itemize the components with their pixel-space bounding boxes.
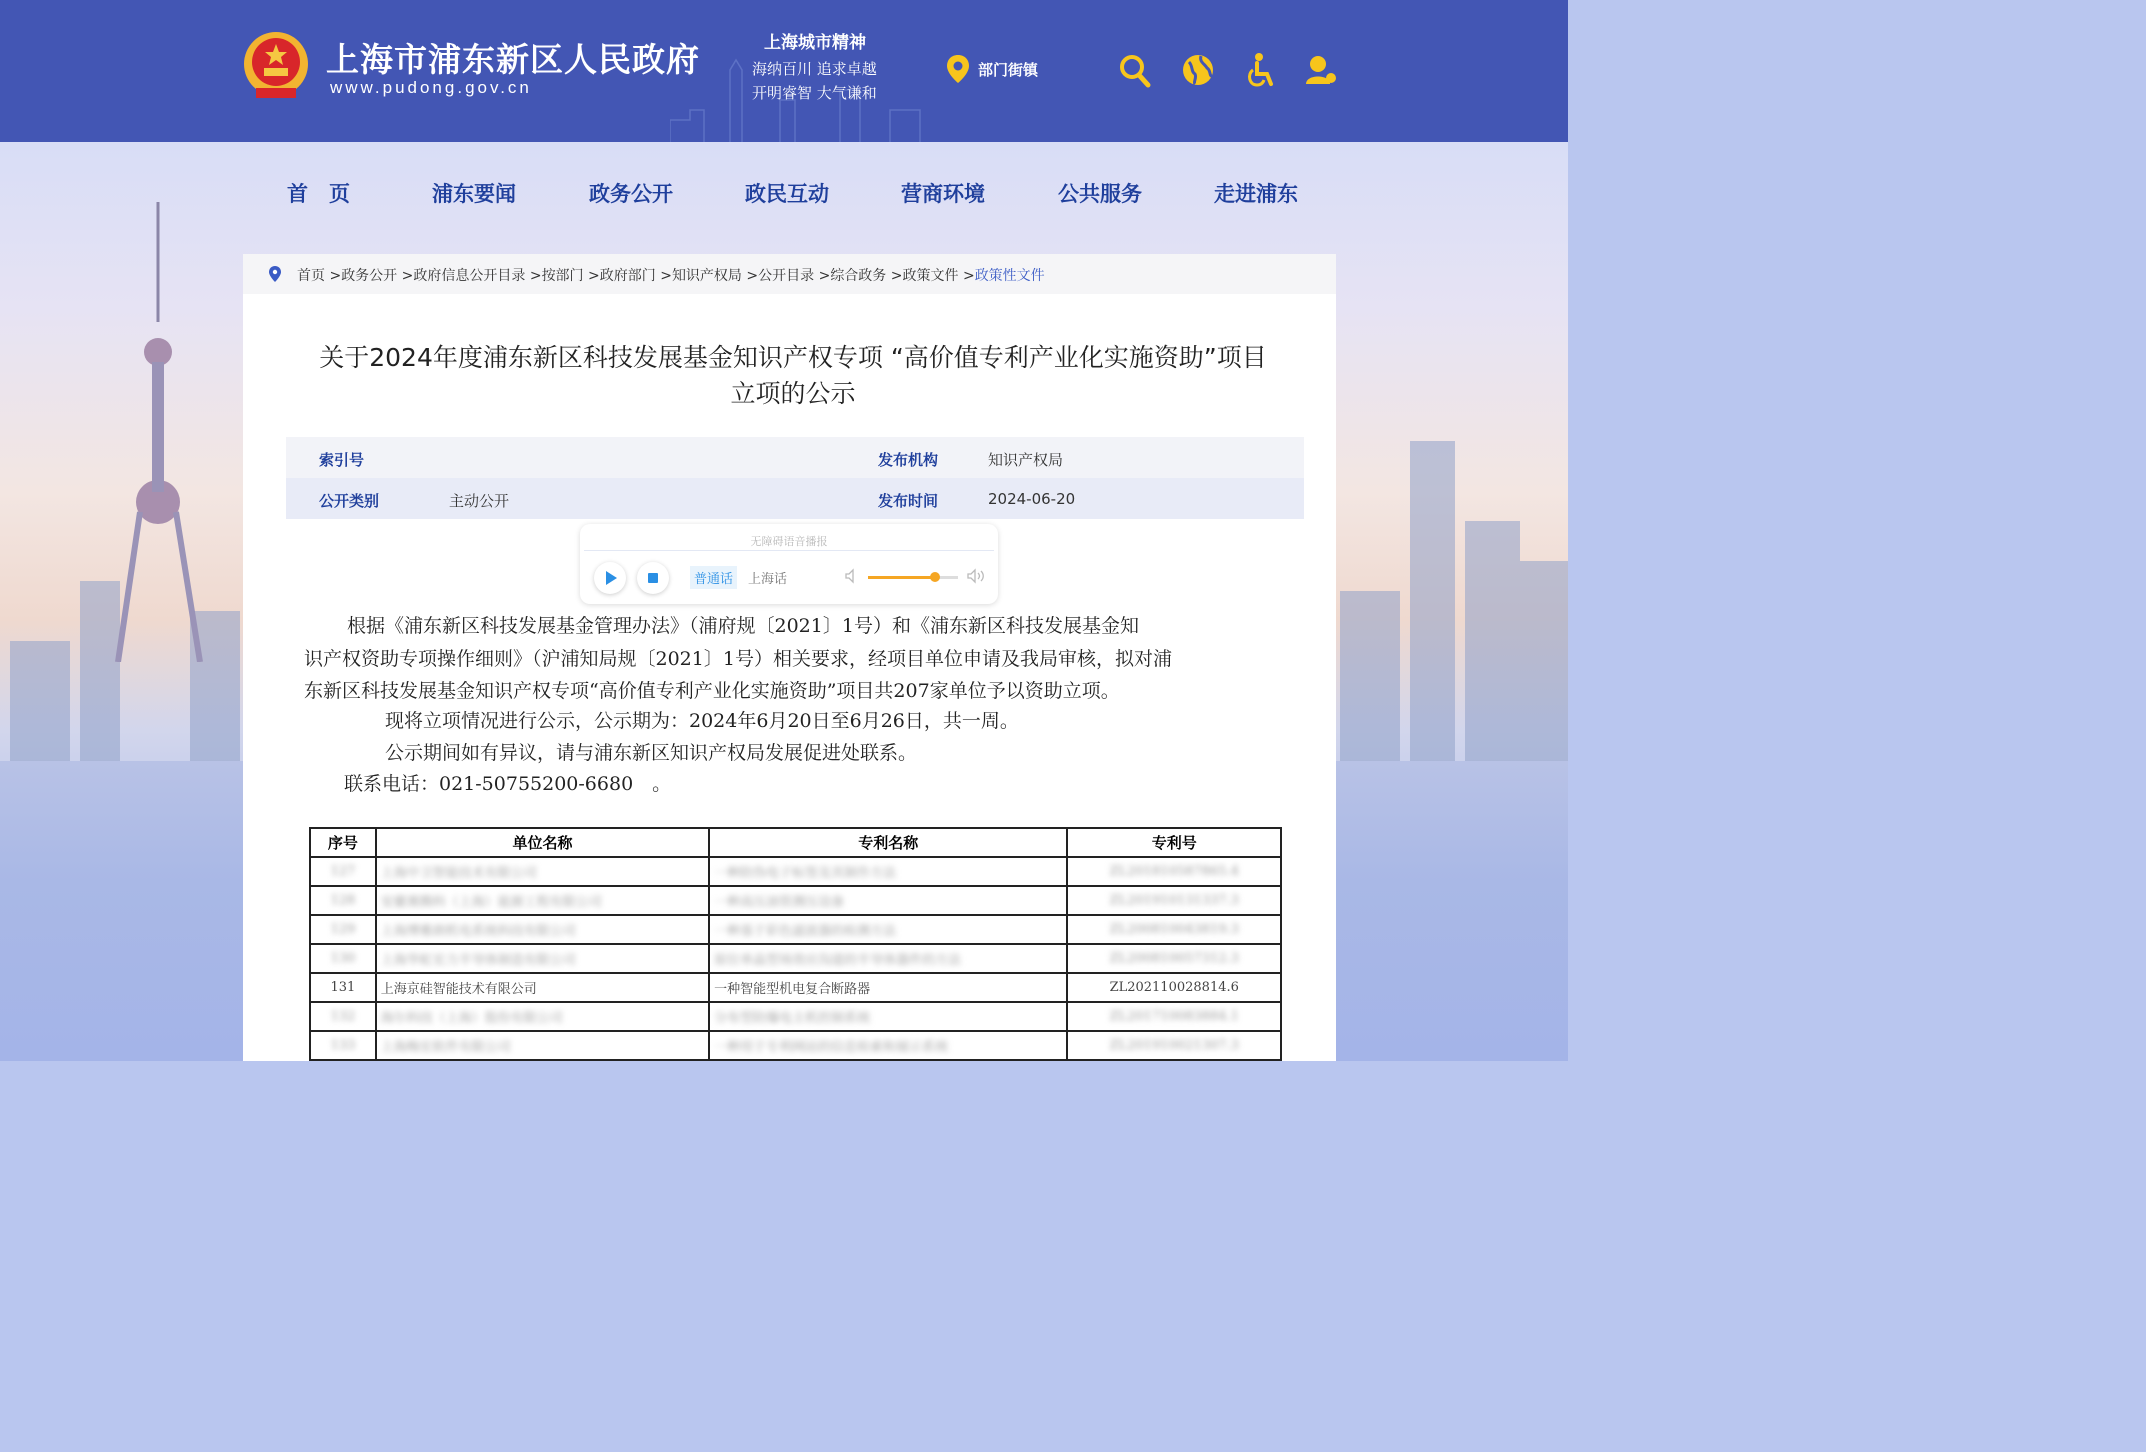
row-number-cell: 133 (310, 1031, 376, 1060)
table-row (310, 886, 1281, 915)
breadcrumb-item[interactable]: 知识产权局 (671, 268, 742, 284)
location-pin-icon (946, 54, 970, 84)
breadcrumb-item[interactable]: 综合政务 (830, 268, 887, 284)
user-icon[interactable] (1304, 52, 1338, 88)
category-label: 公开类别 (319, 492, 380, 510)
location-pin-icon (269, 266, 281, 282)
table-row (310, 1002, 1281, 1031)
category-value: 主动公开 (449, 492, 510, 510)
volume-high-icon[interactable] (966, 568, 986, 584)
patent-name-cell: 一种防伪电子标签及其制作方法 (709, 857, 1067, 886)
article-title-line: 立项的公示 (730, 379, 856, 408)
company-name-cell: 上海华虹宏力半导体制造有限公司 (376, 944, 709, 973)
site-url: www.pudong.gov.cn (330, 78, 532, 97)
audio-player-title: 无障碍语音播报 (750, 535, 828, 548)
column-header: 专利名称 (709, 828, 1067, 857)
row-number-cell: 129 (310, 915, 376, 944)
breadcrumb-item[interactable]: 政府部门 (599, 268, 656, 284)
play-button[interactable] (594, 562, 626, 594)
publish-date-value: 2024-06-20 (988, 490, 1076, 508)
article-title-line: 关于2024年度浦东新区科技发展基金知识产权专项 “高价值专利产业化实施资助”项目 (319, 343, 1267, 372)
patent-name-cell: 一种高压油管测压设备 (709, 886, 1067, 915)
breadcrumb-item[interactable]: 政策文件 (902, 268, 959, 284)
nav-government-affairs[interactable]: 政务公开 (589, 182, 673, 206)
body-paragraph: 根据《浦东新区科技发展基金管理办法》（浦府规〔2021〕1号）和《浦东新区科技发展基金知 (347, 615, 1139, 637)
breadcrumb-current[interactable]: 政策性文件 (974, 268, 1045, 284)
row-number-cell: 131 (310, 973, 376, 1002)
mandarin-toggle[interactable]: 普通话 (690, 566, 737, 589)
table-row (310, 915, 1281, 944)
index-number-label: 索引号 (319, 451, 365, 469)
row-number-cell: 132 (310, 1002, 376, 1031)
city-spirit-line: 海纳百川 追求卓越 (752, 60, 877, 78)
patent-name-cell: 原位单晶型场效应沟道的半导体器件的方法 (709, 944, 1067, 973)
company-name-cell: 上海博雅朗机电系统科技有限公司 (376, 915, 709, 944)
company-name-cell: 上海梅宏软件有限公司 (376, 1031, 709, 1060)
stop-icon (637, 562, 669, 594)
breadcrumb-item[interactable]: 按部门 (541, 268, 584, 284)
nav-about-pudong[interactable]: 走进浦东 (1214, 182, 1298, 206)
play-icon (594, 562, 626, 594)
patent-number-cell: ZL200810043819.3 (1067, 915, 1281, 944)
table-row (310, 1031, 1281, 1060)
column-header: 序号 (310, 828, 376, 857)
breadcrumb-item[interactable]: 公开目录 (758, 268, 815, 284)
article-title (283, 340, 1303, 412)
contact-phone: 联系电话：021-50755200-6680 。 (344, 773, 672, 795)
article-meta-table (286, 437, 1304, 519)
patent-number-cell: ZL201710083884.1 (1067, 1002, 1281, 1031)
national-emblem-icon[interactable] (242, 30, 310, 102)
row-number-cell: 127 (310, 857, 376, 886)
site-title[interactable]: 上海市浦东新区人民政府 (326, 40, 700, 79)
breadcrumb-item[interactable]: 政务公开 (341, 268, 398, 284)
breadcrumb: 首页 >政务公开 >政府信息公开目录 >按部门 >政府部门 >知识产权局 >公开目录 >综合政务 >政策文件 >政策性文件 (243, 254, 1336, 294)
main-navigation (0, 178, 1568, 212)
accessibility-icon[interactable] (1243, 52, 1277, 88)
patent-number-cell: ZL201910021307.3 (1067, 1031, 1281, 1060)
city-spirit-line: 开明睿智 大气谦和 (752, 84, 877, 102)
table-row (310, 973, 1281, 1002)
content-panel (243, 254, 1336, 1061)
department-town-link[interactable] (946, 54, 1038, 84)
row-number-cell: 130 (310, 944, 376, 973)
patent-number-cell: ZL201810587865.4 (1067, 857, 1281, 886)
search-icon[interactable] (1118, 52, 1152, 88)
table-row (310, 944, 1281, 973)
company-name-cell: 上海京硅智能技术有限公司 (376, 973, 709, 1002)
publisher-value: 知识产权局 (988, 451, 1064, 469)
table-header-row (310, 828, 1281, 857)
body-paragraph: 现将立项情况进行公示，公示期为：2024年6月20日至6月26日，共一周。 (385, 710, 1019, 732)
stop-button[interactable] (637, 562, 669, 594)
row-number-cell: 128 (310, 886, 376, 915)
table-row (310, 857, 1281, 886)
column-header: 单位名称 (376, 828, 709, 857)
department-town-label: 部门街镇 (978, 60, 1039, 79)
volume-slider[interactable] (868, 576, 958, 579)
body-paragraph: 公示期间如有异议，请与浦东新区知识产权局发展促进处联系。 (385, 742, 918, 764)
shanghainese-toggle[interactable]: 上海话 (748, 572, 788, 587)
breadcrumb-item[interactable]: 政府信息公开目录 (413, 268, 526, 284)
patent-list-table (309, 827, 1282, 1061)
tower-illustration (110, 202, 210, 662)
body-paragraph: 识产权资助专项操作细则》（沪浦知局规〔2021〕1号）相关要求，经项目单位申请及我局审核，拟对浦 (304, 648, 1172, 670)
patent-number-cell: ZL200810057312.3 (1067, 944, 1281, 973)
city-spirit-title: 上海城市精神 (764, 33, 866, 53)
patent-name-cell: 一种智能型机电复合断路器 (709, 973, 1067, 1002)
body-paragraph: 东新区科技发展基金知识产权专项“高价值专利产业化实施资助”项目共207家单位予以资助立项。 (304, 680, 1120, 702)
volume-low-icon[interactable] (844, 568, 860, 584)
audio-player (580, 524, 998, 604)
column-header: 专利号 (1067, 828, 1281, 857)
nav-public-services[interactable]: 公共服务 (1058, 182, 1142, 206)
publisher-label: 发布机构 (878, 451, 939, 469)
nav-pudong-news[interactable]: 浦东要闻 (432, 182, 516, 206)
volume-slider-handle[interactable] (930, 572, 940, 582)
nav-interaction[interactable]: 政民互动 (745, 182, 829, 206)
patent-name-cell: 一种基于彩色滤波器的检测方法 (709, 915, 1067, 944)
patent-name-cell: 分布型防爆电主机控制系统 (709, 1002, 1067, 1031)
company-name-cell: 海尔科技（上海）股份有限公司 (376, 1002, 709, 1031)
breadcrumb-home[interactable]: 首页 (297, 268, 325, 284)
globe-icon[interactable] (1181, 52, 1215, 88)
nav-business-environment[interactable]: 营商环境 (901, 182, 985, 206)
patent-name-cell: 一种用于专利网站的信息检索和展示系统 (709, 1031, 1067, 1060)
nav-home[interactable]: 首 页 (287, 182, 350, 206)
company-name-cell: 上海中卫智能技术有限公司 (376, 857, 709, 886)
patent-number-cell: ZL201910131337.3 (1067, 886, 1281, 915)
patent-number-cell: ZL202110028814.6 (1067, 973, 1281, 1002)
company-name-cell: 安徽赛腾科（上海）能源工程有限公司 (376, 886, 709, 915)
publish-date-label: 发布时间 (878, 492, 939, 510)
site-header (0, 0, 1568, 142)
